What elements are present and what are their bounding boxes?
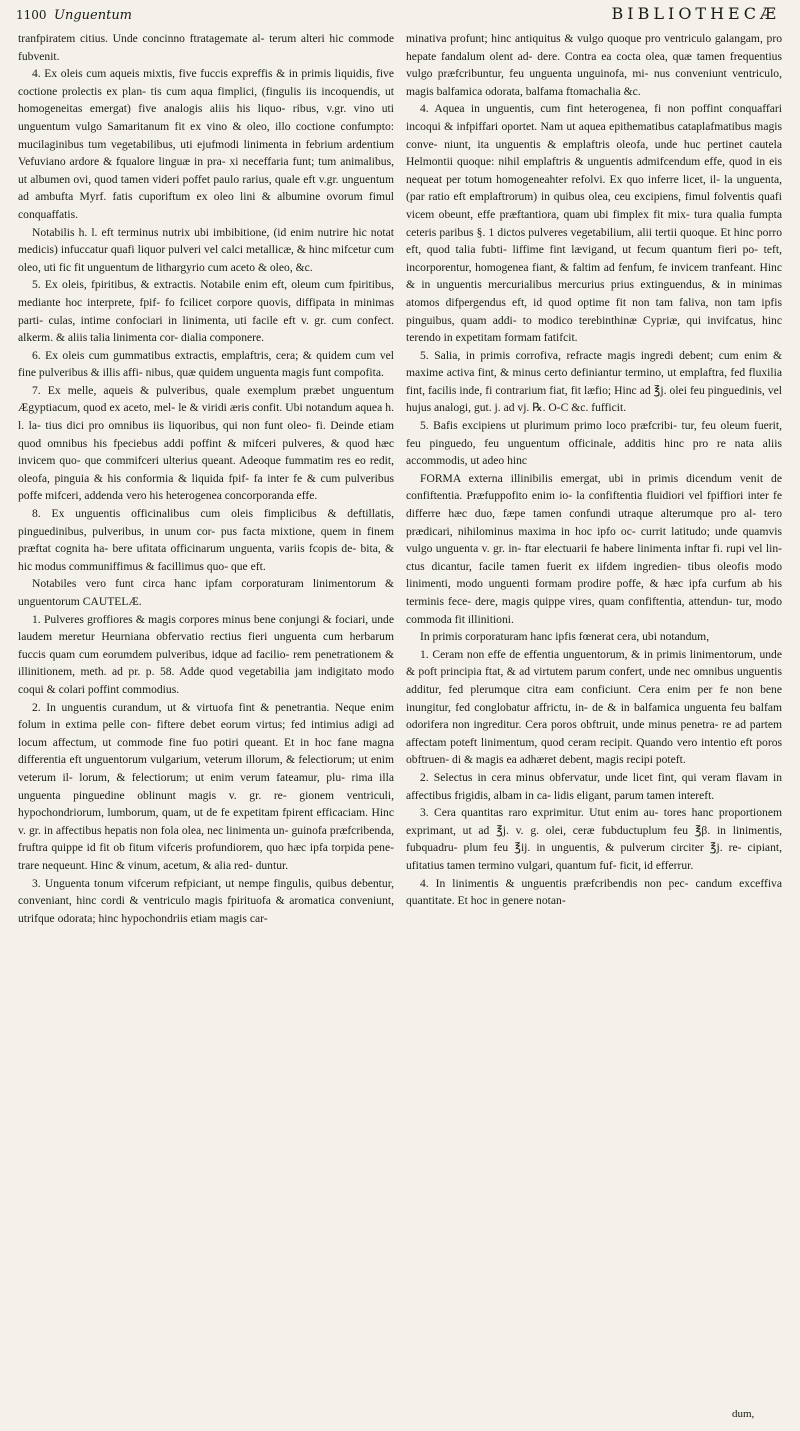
running-title: BIBLIOTHECÆ bbox=[611, 4, 780, 23]
paragraph: Notabiles vero funt circa hanc ipfam corporaturam linimentorum & unguentorum CAUTELÆ. bbox=[18, 577, 394, 608]
paragraph: FORMA externa illinibilis emergat, ubi in primis dicendum venit de confiftentia. Præfuppofito enim io- la confiftentia fluidiori vel fpiffiori inter fe differre hæc duo, fæpe tamen confundi utraque alterumque pro al- tero prædicari, nihilominus maxima in hoc ipfo oc- currit latitudo; unde quamvis vulgo unguenta v. gr. in- ftar electuarii fe habere linimenta inftar fi. rupi vel lin- ctus dicantur, facile tamen fuerit ex iifdem ingredien- tibus oleofis modo linimenti, modo unguenti formam prodire poffe, & hæc ipfa curfum ab his terminis fece- dere, magis quippe vires, quam confiftentia, attendun- tur, modo commoda fit illinitioni. bbox=[406, 471, 782, 626]
paragraph: 3. Cera quantitas raro exprimitur. Utut enim au- tores hanc proportionem exprimant, ut ad ℥j. v. g. olei, ceræ fubductuplum feu ℥β. in linimentis, fubquadru- plum feu ℥ij. in unguentis, & pulverum circiter ℥j. re- cipiant, ufitatius tamen termino vulgari, quantum fuf- ficit, id efferrur. bbox=[406, 806, 782, 872]
paragraph: 3. Unguenta tonum vifcerum refpiciant, ut nempe fingulis, quibus debentur, conveniant, hinc cordi & ventriculo magis fpirituofa & aromatica conveniunt, utrifque odorata; hinc hypochondriis etiam magis car- bbox=[18, 876, 394, 925]
paragraph: 2. In unguentis curandum, ut & virtuofa fint & penetrantia. Neque enim folum in extima pelle con- fiftere debet eorum virtus; fed intimius adigi ad locum affectum, ut commode fine fuo potiri queant. Et in hoc fane magna differentia eft unguentorum vulgarium, veterum illorum, & felectiorum; ut enim veterum il- lorum, & felectiorum; ut enim verum fateamur, plu- rima illa unguenta pinguedine oblinunt magis v. gr. re- gionem ventriculi, hypochondriorum, lumborum, quam, ut de fe expetitam fpirent efficaciam. Hinc v. gr. in affectibus hepatis non fola olea, nec linimenta un- guinofa præfcribenda, fruftra quippe id fit ob fitum vifceris profundiorem, quo hæc ipfa torpida pene- trare nequeunt. Hinc & vinum, acetum, & alia red- duntur. bbox=[18, 700, 394, 872]
paragraph: 5. Salia, in primis corrofiva, refracte magis ingredi debent; cum enim & maxime activa fint, & minus certo definiantur termino, ut emplaftra, fed fluxilia fint, facilis inde, fi contrarium fiat, fit læfio; Hinc ad ℥j. olei feu pinguedinis, vel hujus analogi, gut. j. ad vj. ℞. O-C &c. fufficit. bbox=[406, 348, 782, 415]
paragraph: 1. Ceram non effe de effentia unguentorum, & in primis linimentorum, unde & poft principia ftat, & ad virtutem parum confert, unde nec omnibus unguentis additur, fed plerumque citra eam conficiunt. Cera enim per fe non bene inungitur, fed conglobatur affrictu, in- de & in balfamica unguenta feu balfam odorifera non ingreditur. Cera poros obftruit, unde minus penetra- re ad partem affectam poteft linimentum, quod ceram recipit. Quando vero intentio eft poros obftruen- di & magis ea adhæret debent, magis recipi poteft. bbox=[406, 647, 782, 767]
paragraph: 8. Ex unguentis officinalibus cum oleis fimplicibus & deftillatis, pinguedinibus, pulveribus, in unum cor- pus facta mixtione, quem in finem præftat cognita ha- bere ufitata officinarum unguenta, variis fcopis de- bita, & hic modus communiffimus & facillimus quo- que eft. bbox=[18, 507, 394, 573]
paragraph: 4. Aquea in unguentis, cum fint heterogenea, fi non poffint conquaffari incoqui & infpiffari oportet. Nam ut aquea epithematibus cataplafmatibus magis conve- niunt, ita unguentis & emplaftris oleofa, unde huc pertinet cautela Helmontii quoque: nihil emplaftris & unguentis admifcendum effe, quod in eis nequeat per totum homogeneahter refolvi. Ex quo inferre licet, il- la unguenta, (par ratio eft emplaftrorum) in quibus olea, ceu excipiens, fimul folventis quafi vicem obeunt, effe præftantiora, quam ubi fimplex fit mix- tura qualia fumpta ceteris paribus §. 1 dictos pulveres vegetabilium, alii tertii quoque. Et hinc porro eft, quod talia fubti- liffime fint lævigand, ut fecum quantum fieri po- teft, incorporentur, homogenea fiant, & faltim ad fenfum, fe invicem tranfeant. Hinc & in unguentis mercurialibus mercurius prius extinguendus, & in minimas atomos difpergendus eft, id quod optime fit non tam faliva, non tam ipfis pinguibus, quam addi- to modico terebinthinæ Cypriæ, qui invifcatus, hinc terendo in expetitam formam fatifcit. bbox=[406, 102, 782, 345]
page-number: 1100 bbox=[16, 8, 47, 22]
paragraph: In primis corporaturam hanc ipfis fœnerat cera, ubi notandum, bbox=[420, 630, 710, 644]
catchword: dum, bbox=[732, 1408, 755, 1420]
paragraph: 6. Ex oleis cum gummatibus extractis, emplaftris, cera; & quidem cum vel fine pulveribus & illis affi- nibus, quæ quidem unguenta magis funt compofita. bbox=[18, 348, 394, 380]
paragraph: 4. In linimentis & unguentis præfcribendis non pec- candum exceffiva quantitate. Et hoc in genere notan- bbox=[406, 876, 782, 908]
paragraph: 5. Ex oleis, fpiritibus, & extractis. Notabile enim eft, oleum cum fpiritibus, mediante hoc interprete, fpif- fo fcilicet corpore quovis, diffipata in minimas parti- culas, intime confociari in linimenta, uti facile eft v. gr. cum confect. alkerm. & aliis talia linimenta cor- dialia componere. bbox=[18, 278, 394, 345]
paragraph: 5. Bafis excipiens ut plurimum primo loco præfcribi- tur, feu oleum fuerit, feu pinguedo, feu unguentum officinale, additis hinc pro re nata aliis accommodis, ut adeo hinc bbox=[406, 419, 782, 468]
paragraph: Notabilis h. l. eft terminus nutrix ubi imbibitione, (id enim nutrire hic notat medicis) infuccatur quafi liquor pulveri vel calci metallicæ, & hinc mifcetur cum oleo, uti fic fit unguentum de lithargyrio cum aceto & oleo, &c. bbox=[18, 225, 394, 274]
paragraph: 2. Selectus in cera minus obfervatur, unde licet fint, qui veram flavam in affectibus frigidis, albam in ca- lidis eligant, parum tamen intereft. bbox=[406, 770, 782, 802]
left-column bbox=[18, 30, 394, 927]
running-header bbox=[16, 4, 780, 30]
paragraph: 1. Pulveres groffiores & magis corpores minus bene conjungi & fociari, unde laudem meretur Heurniana obfervatio rectius fieri unguenta cum herbarum fuccis quam cum eorumdem pulveribus, idque ad facilio- rem penetrationem & illinitionem, meth. ad pr. p. 58. Adde quod vegetabilia jam indigitato modo coqui & colari poffint commodius. bbox=[18, 612, 394, 696]
running-title-left: Unguentum bbox=[54, 8, 133, 23]
right-column bbox=[406, 30, 782, 910]
paragraph: 7. Ex melle, aqueis & pulveribus, quale exemplum præbet unguentum Ægyptiacum, quod ex aceto, mel- le & viridi æris confit. Ubi notandum aquea h. l. la- tius dici pro omnibus iis liquoribus, qui non funt oleo- fi. Deinde etiam quod omnibus his fpeciebus addi poffint & mifceri pulveres, & quod hæc invicem quo- que commifceri ulterius queant. Adeoque fummatim res eo redit, oleofa, pinguia & his conformia & liquida fpif- fa inter fe & cum pulveribus poffe mifceri, addenda vero his heterogenea concorporanda effe. bbox=[18, 383, 394, 503]
paragraph: tranfpiratem citius. Unde concinno ftratagemate al- terum alteri hic commode fubvenit. bbox=[18, 32, 394, 63]
paragraph: minativa profunt; hinc antiquitus & vulgo quoque pro ventriculo galangam, pro hepate fandalum olent ad- dere. Contra ea cocta olea, quæ tamen frequentius vulgo præfcribuntur, feu unguenta unguinofa, mi- nus conveniunt ventriculo, magis balfamica odorata, balfama ftomachalia &c. bbox=[406, 32, 782, 98]
paragraph: 4. Ex oleis cum aqueis mixtis, five fuccis expreffis & in primis liquidis, five coctione prolectis ex plan- tis cum aqua fimplici, (fingulis iis incoquendis, ut homogeneitas emergat) five analogis aliis his liquo- ribus, v.gr. vino uti unguentum vulgo Samaritanum fit ex vino & oleo, illo coctione confumpto: mucilaginibus tum vegetabilibus, uti ejufmodi linimenta in febrium ardentium Vefuviano ardore & fqualore linguæ in pra- xi neceffaria funt; tum animalibus, ut albumen ovi, quod tamen videri poffet paulo rarius, quale eft v.gr. unguentum ad ambufta Myrf. fatis cuporiftum ex oleo lini & albumine ovorum fimul conquaffatis. bbox=[18, 67, 394, 221]
